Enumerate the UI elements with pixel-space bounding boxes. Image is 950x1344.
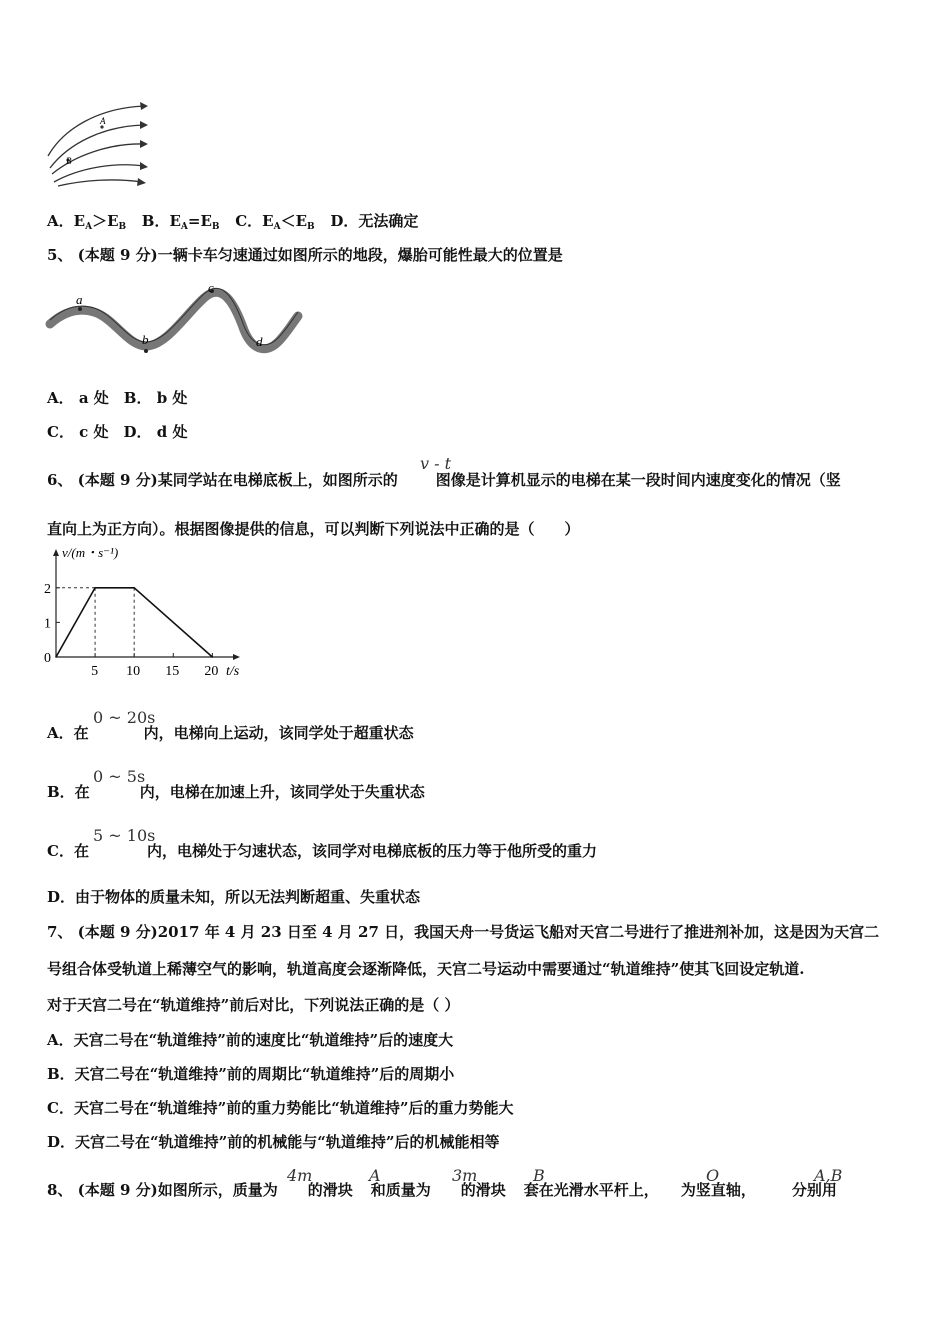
arrowhead-5 <box>137 178 146 186</box>
road-figure <box>46 282 306 362</box>
point-b-marker <box>144 349 148 353</box>
road-label-b: b <box>142 332 149 347</box>
arrowhead-3 <box>140 140 148 148</box>
y-tick-label: 1 <box>44 616 51 632</box>
road-label-c: c <box>208 280 214 295</box>
road-label-d: d <box>256 334 263 349</box>
q7-stem-line2: 号组合体受轨道上稀薄空气的影响，轨道高度会逐渐降低，天宫二号运动中需要通过“轨道维持”使其飞回设定轨道. <box>47 960 805 978</box>
origin-label: 0 <box>44 651 51 666</box>
q4-option-c[interactable]: C．EA＜EB <box>235 212 315 232</box>
x-axis-arrow <box>233 654 240 660</box>
arrowhead-1 <box>140 102 148 110</box>
q8-slider-b: B <box>533 1166 545 1185</box>
q7-option-a[interactable]: A．天宫二号在“轨道维持”前的速度比“轨道维持”后的速度大 <box>47 1031 454 1049</box>
q4-option-d[interactable]: D．无法确定 <box>330 212 419 230</box>
x-axis-label: t/s <box>226 664 240 679</box>
q7-stem-line3: 对于天宫二号在“轨道维持”前后对比，下列说法正确的是（ ） <box>47 996 460 1014</box>
x-tick-label: 15 <box>165 664 180 679</box>
q5-stem: 5、 (本题 9 分)一辆卡车匀速通过如图所示的地段，爆胎可能性最大的位置是 <box>47 246 563 264</box>
q8-mass-3m: 3m <box>452 1166 478 1185</box>
point-a-label: A <box>100 116 106 126</box>
q6-vt-math: v - t <box>420 454 452 473</box>
q8-slider-a: A <box>369 1166 381 1185</box>
q4-option-a[interactable]: A．EA＞EB <box>47 212 127 232</box>
q7-option-c[interactable]: C．天宫二号在“轨道维持”前的重力势能比“轨道维持”后的重力势能大 <box>47 1099 514 1117</box>
velocity-series-line <box>56 588 212 657</box>
q4-options <box>47 211 418 237</box>
q6-option-a[interactable]: A．在 内，电梯向上运动，该同学处于超重状态 <box>47 724 414 742</box>
point-b-label: B <box>66 156 72 166</box>
q7-option-b[interactable]: B．天宫二号在“轨道维持”前的周期比“轨道维持”后的周期小 <box>47 1065 455 1083</box>
q5-options-row1[interactable]: A． a 处 B． b 处 <box>47 389 188 407</box>
field-line-1 <box>48 106 144 156</box>
road-label-a: a <box>76 292 83 307</box>
field-line-4 <box>54 165 144 182</box>
q6-option-c-math: 5 ~ 10s <box>93 826 156 845</box>
q4-option-b[interactable]: B．EA=EB <box>141 212 220 232</box>
velocity-point <box>133 587 135 589</box>
vt-chart <box>40 546 250 681</box>
q6-option-b-math: 0 ~ 5s <box>93 767 146 786</box>
q6-option-c[interactable]: C．在 内，电梯处于匀速状态，该同学对电梯底板的压力等于他所受的重力 <box>47 842 597 860</box>
q8-mass-4m: 4m <box>287 1166 313 1185</box>
field-line-2 <box>50 125 144 168</box>
q6-stem-line2: 直向上为正方向）。根据图像提供的信息，可以判断下列说法中正确的是（ ） <box>47 520 580 538</box>
q6-option-d[interactable]: D．由于物体的质量未知，所以无法判断超重、失重状态 <box>47 888 421 906</box>
q6-option-a-math: 0 ~ 20s <box>93 708 156 727</box>
q8-axis-o: O <box>706 1166 720 1185</box>
q7-stem-line1: 7、 (本题 9 分)2017 年 4 月 23 日至 4 月 27 日，我国天舟一号货运飞船对天宫二号进行了推进剂补加，这是因为天宫二 <box>47 923 880 941</box>
q6-stem-line1: 6、 (本题 9 分)某同学站在电梯底板上，如图所示的 图像是计算机显示的电梯在某一段时间内速度变化的情况（竖 <box>47 471 841 489</box>
velocity-point <box>55 656 57 658</box>
arrowhead-2 <box>140 121 148 129</box>
x-tick-label: 5 <box>91 664 99 679</box>
field-line-5 <box>58 180 142 186</box>
point-a-marker <box>78 307 82 311</box>
q7-option-d[interactable]: D．天宫二号在“轨道维持”前的机械能与“轨道维持”后的机械能相等 <box>47 1133 500 1151</box>
x-tick-label: 20 <box>204 664 219 679</box>
y-tick-label: 2 <box>44 581 51 597</box>
q5-options-row2[interactable]: C． c 处 D． d 处 <box>47 423 188 441</box>
q6-option-b[interactable]: B．在 内，电梯在加速上升，该同学处于失重状态 <box>47 783 425 801</box>
field-lines-figure <box>44 98 156 190</box>
y-axis-arrow <box>53 549 59 556</box>
q8-stem: 8、 (本题 9 分)如图所示，质量为 的滑块 和质量为 的滑块 套在光滑水平杆上， 为竖直轴， 分别用 <box>47 1181 837 1199</box>
q8-ab-label: A,B <box>814 1166 843 1185</box>
velocity-point <box>212 656 214 658</box>
x-tick-label: 10 <box>126 664 141 679</box>
y-axis-label: v/(m・s⁻¹) <box>62 545 119 560</box>
velocity-point <box>94 587 96 589</box>
arrowhead-4 <box>140 162 148 170</box>
